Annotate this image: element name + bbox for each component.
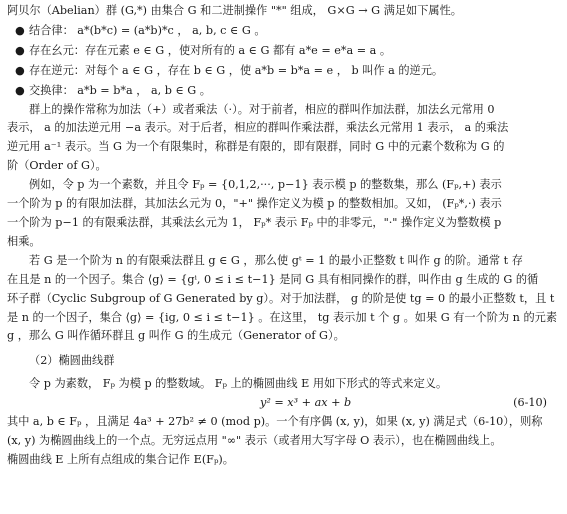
property-text: 存在幺元：存在元素 e ∈ G ，使对所有的 a ∈ G 都有 a*e = e*a = a 。	[29, 43, 392, 57]
text-line: 例如，令 p 为一个素数，并且令 Fₚ = {0,1,2,···, p−1} 表示模 p 的整数集，那么 (Fₚ,+) 表示	[29, 178, 502, 192]
text-line: 阶（Order of G）。	[7, 159, 107, 173]
property-text: 交换律： a*b = b*a ， a, b ∈ G 。	[29, 83, 211, 97]
equation-number: (6-10)	[513, 396, 547, 410]
text-line: (x, y) 为椭圆曲线上的一个点。无穷远点用 "∞" 表示（或者用大写字母 O 表示），也在椭圆曲线上。	[7, 433, 502, 447]
curve-equation: y² = x³ + ax + b	[260, 396, 352, 410]
intro-paragraph: 阿贝尔（Abelian）群 (G,*) 由集合 G 和二进制操作 "*" 组成， G×G → G 满足如下属性。	[7, 4, 462, 17]
group-operations-paragraph	[7, 101, 559, 177]
text-line: 是 n 的一个因子，集合 ⟨g⟩ = {ig, 0 ≤ i ≤ t−1} 。在这里， tg 表示加 t 个 g 。如果 G 有一个阶为 n 的元素	[7, 310, 558, 324]
list-item	[7, 81, 559, 101]
text-line: g ，那么 G 叫作循环群且 g 叫作 G 的生成元（Generator of G）。	[7, 329, 345, 343]
text-line: 一个阶为 p−1 的有限乘法群，其乘法幺元为 1， Fₚ* 表示 Fₚ 中的非零元，"·" 操作定义为整数模 p	[7, 215, 502, 229]
text-line: 若 G 是一个阶为 n 的有限乘法群且 g ∈ G ，那么使 gᵗ = 1 的最小正整数 t 叫作 g 的阶。通常 t 存	[29, 253, 523, 267]
section-heading: （2）椭圆曲线群	[29, 354, 115, 368]
text-line: 其中 a, b ∈ Fₚ ，且满足 4a³ + 27b² ≠ 0 (mod p)。一个有序偶 (x, y)，如果 (x, y) 满足式（6-10），则称	[7, 415, 543, 429]
point-definition-paragraph	[7, 413, 559, 470]
property-text: 存在逆元：对每个 a ∈ G ，存在 b ∈ G ，使 a*b = b*a = e ， b 叫作 a 的逆元。	[29, 63, 444, 77]
list-item	[7, 21, 559, 41]
text-line: 在且是 n 的一个因子。集合 ⟨g⟩ = {gⁱ, 0 ≤ i ≤ t−1} 是同 G 具有相同操作的群，叫作由 g 生成的 G 的循	[7, 272, 539, 286]
property-list	[7, 21, 559, 101]
bullet-icon: ●	[15, 22, 25, 37]
text-line: 环子群（Cyclic Subgroup of G Generated by g）。对于加法群， g 的阶是使 tg = 0 的最小正整数 t，且 t	[7, 291, 555, 305]
curve-definition-paragraph: 令 p 为素数， Fₚ 为模 p 的整数域。 Fₚ 上的椭圆曲线 E 用如下形式的等式来定义。	[29, 377, 448, 391]
text-line: 群上的操作常称为加法（+）或者乘法（·）。对于前者，相应的群叫作加法群，加法幺元常用 0	[29, 102, 495, 116]
text-line: 相乘。	[7, 234, 41, 248]
bullet-icon: ●	[15, 42, 25, 57]
bullet-icon: ●	[15, 82, 25, 97]
bullet-icon: ●	[15, 62, 25, 77]
property-text: 结合律： a*(b*c) = (a*b)*c ， a, b, c ∈ G 。	[29, 23, 266, 37]
text-line: 逆元用 a⁻¹ 表示。当 G 为一个有限集时，称群是有限的，即有限群，同时 G 中的元素个数称为 G 的	[7, 140, 505, 154]
text-line: 表示， a 的加法逆元用 −a 表示。对于后者，相应的群叫作乘法群，乘法幺元常用 1 表示， a 的乘法	[7, 121, 509, 135]
list-item	[7, 41, 559, 61]
cyclic-group-paragraph	[7, 252, 559, 347]
text-line: 椭圆曲线 E 上所有点组成的集合记作 E(Fₚ)。	[7, 452, 234, 466]
list-item	[7, 61, 559, 81]
text-line: 一个阶为 p 的有限加法群，其加法幺元为 0，"+" 操作定义为模 p 的整数相加。又如， (Fₚ*,·) 表示	[7, 197, 502, 211]
equation-row	[7, 394, 559, 413]
example-paragraph	[7, 176, 559, 252]
